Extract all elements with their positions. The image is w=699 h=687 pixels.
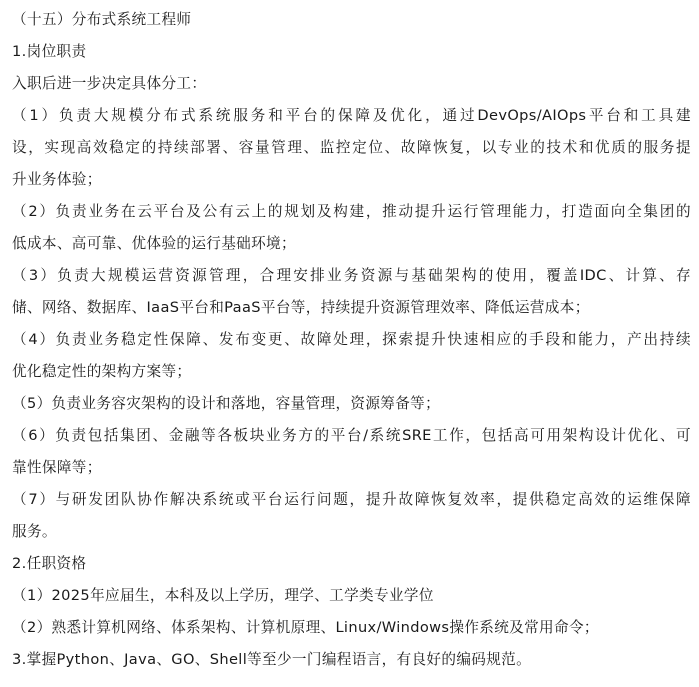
duty-1-line-1: （1）负责大规模分布式系统服务和平台的保障及优化，通过DevOps/AIOps平台和工具建 bbox=[12, 107, 691, 124]
duty-4-line-2: 优化稳定性的架构方案等； bbox=[12, 363, 192, 380]
job-duties-heading: 1.岗位职责 bbox=[12, 43, 87, 60]
qualification-item: （1）2025年应届生，本科及以上学历，理学、工学类专业学位 bbox=[12, 587, 434, 604]
qualification-item: 3.掌握Python、Java、GO、Shell等至少一门编程语言，有良好的编码规范。 bbox=[12, 651, 532, 668]
duty-1-line-3: 升业务体验； bbox=[12, 171, 102, 188]
job-duties-intro: 入职后进一步决定具体分工： bbox=[12, 75, 207, 92]
duty-6-line-1: （6）负责包括集团、金融等各板块业务方的平台/系统SRE工作，包括高可用架构设计优化、可 bbox=[12, 427, 691, 444]
duty-3-line-2: 储、网络、数据库、IaaS平台和PaaS平台等，持续提升资源管理效率、降低运营成本； bbox=[12, 299, 590, 316]
qualification-item: （2）熟悉计算机网络、体系架构、计算机原理、Linux/Windows操作系统及常用命令； bbox=[12, 619, 599, 636]
duty-4-line-1: （4）负责业务稳定性保障、发布变更、故障处理，探索提升快速相应的手段和能力，产出持续 bbox=[12, 331, 691, 348]
duty-1-line-2: 设，实现高效稳定的持续部署、容量管理、监控定位、故障恢复，以专业的技术和优质的服务提 bbox=[12, 139, 691, 156]
duty-7-line-1: （7）与研发团队协作解决系统或平台运行问题，提升故障恢复效率，提供稳定高效的运维保障 bbox=[12, 491, 691, 508]
section-title: （十五）分布式系统工程师 bbox=[12, 11, 192, 28]
qualifications-heading: 2.任职资格 bbox=[12, 555, 87, 572]
duty-2-line-1: （2）负责业务在云平台及公有云上的规划及构建，推动提升运行管理能力，打造面向全集团的 bbox=[12, 203, 691, 220]
duty-6-line-2: 靠性保障等； bbox=[12, 459, 102, 476]
duty-2-line-2: 低成本、高可靠、优体验的运行基础环境； bbox=[12, 235, 296, 252]
duty-5-line-1: （5）负责业务容灾架构的设计和落地，容量管理，资源筹备等； bbox=[12, 395, 441, 412]
duty-7-line-2: 服务。 bbox=[12, 523, 57, 540]
duty-3-line-1: （3）负责大规模运营资源管理，合理安排业务资源与基础架构的使用，覆盖IDC、计算、存 bbox=[12, 267, 691, 284]
